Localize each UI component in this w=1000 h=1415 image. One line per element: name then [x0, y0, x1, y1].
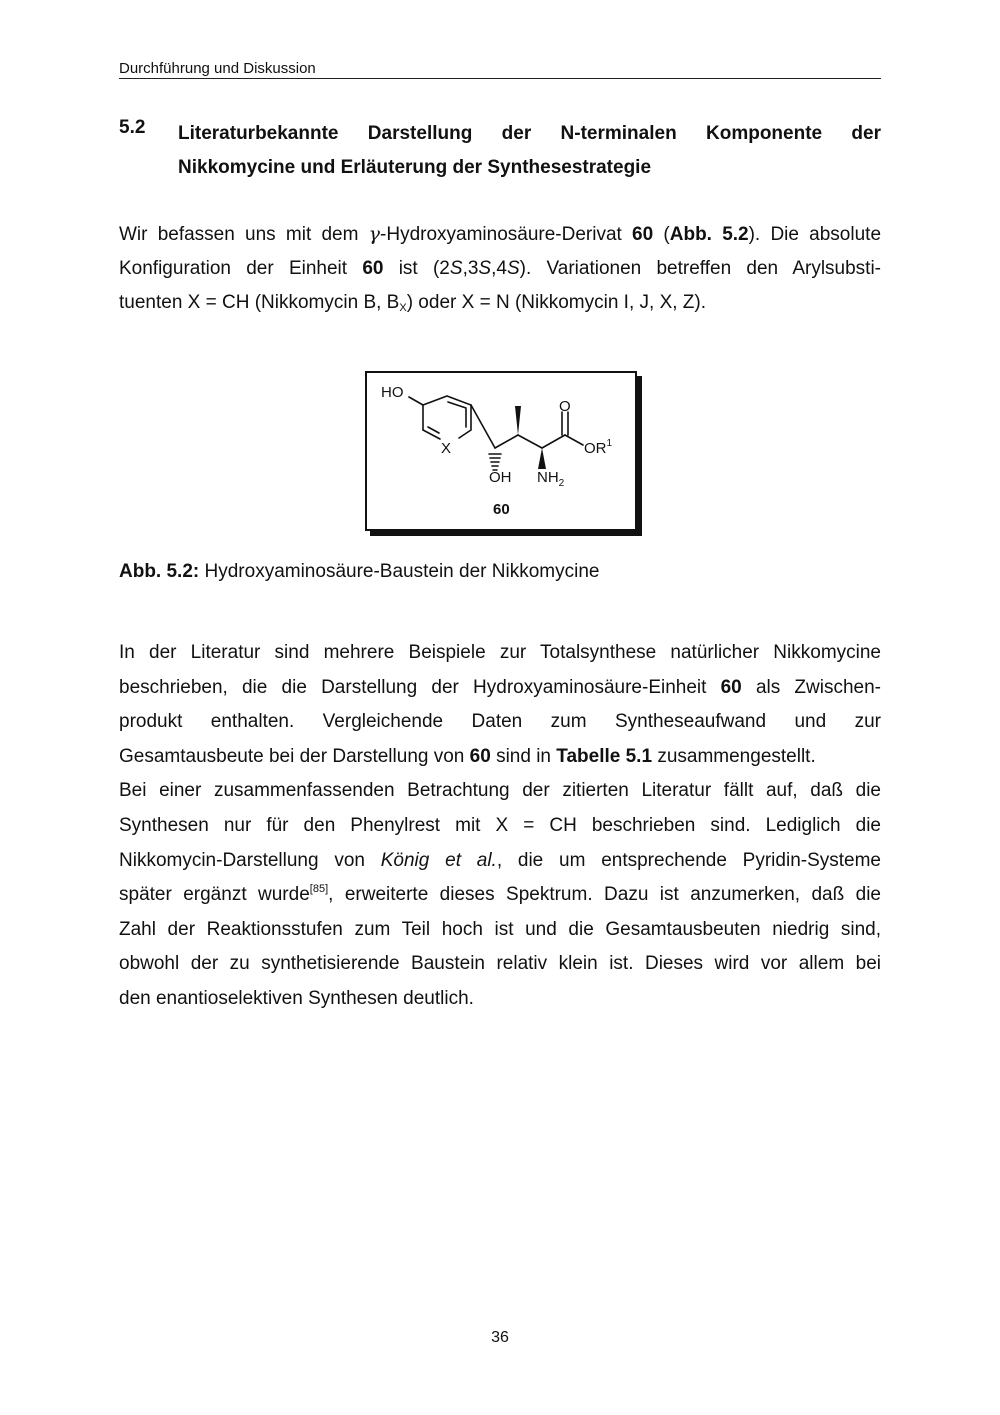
label-nh2: $NH_2$	[537, 469, 565, 489]
molecule-bonds	[409, 396, 583, 470]
paragraph-line: beschrieben, die die Darstellung der Hydroxyaminosäure-Einheit 60 als Zwischen-	[119, 676, 881, 698]
page-number: 36	[491, 1329, 509, 1346]
paragraph-line: den enantioselektiven Synthesen deutlich.	[119, 987, 474, 1009]
paragraph-line: später ergänzt wurde[85], erweiterte dieses Spektrum. Dazu ist anzumerken, daß die	[119, 883, 881, 906]
paragraph-literature	[119, 636, 881, 1017]
citation: [85]	[309, 883, 329, 896]
label-oh: OH	[489, 469, 512, 486]
caption-label: Abb. 5.2:	[119, 561, 200, 582]
figure-caption	[119, 560, 599, 584]
caption-text: Hydroxyaminosäure-Baustein der Nikkomycine	[199, 561, 600, 582]
paragraph-intro	[119, 217, 881, 321]
compound-ref: 60	[720, 676, 742, 698]
section-title: Literaturbekannte Darstellung der N-terminalen Komponente der Nikkomycine und Erläuterung der Synthesestrategie	[178, 123, 881, 178]
paragraph-line: obwohl der zu synthetisierende Baustein relativ klein ist. Dieses wird vor allem bei	[119, 953, 881, 975]
table-ref: Tabelle 5.1	[556, 745, 653, 767]
label-ho: HO	[381, 384, 404, 401]
paragraph-line: In der Literatur sind mehrere Beispiele zur Totalsynthese natürlicher Nikkomycine	[119, 642, 881, 663]
structure-drawing	[367, 373, 635, 529]
label-x: X	[441, 440, 452, 457]
structure-figure	[365, 371, 637, 531]
paragraph-line: Zahl der Reaktionsstufen zum Teil hoch ist und die Gesamtausbeuten niedrig sind,	[119, 918, 881, 940]
paragraph-line: Nikkomycin-Darstellung von König et al., die um entsprechende Pyridin-Systeme	[119, 849, 881, 871]
amino-wedge	[538, 448, 546, 469]
paragraph-line: Konfiguration der Einheit 60 ist (2S,3S,4S). Variationen betreffen den Arylsubsti-	[119, 257, 881, 279]
paragraph-line: tuenten X = CH (Nikkomycin B, $B_X$) oder X = N (Nikkomycin I, J, X, Z).	[119, 292, 707, 315]
paragraph-line: Synthesen nur für den Phenylrest mit X = CH beschrieben sind. Lediglich die	[119, 814, 881, 836]
label-or: $OR^1$	[584, 438, 613, 457]
paragraph-line: Wir befassen uns mit dem γ-Hydroxyaminosäure-Derivat 60 (Abb. 5.2). Die absolute	[119, 223, 882, 245]
section-number: 5.2	[119, 117, 146, 138]
methyl-wedge	[515, 406, 521, 435]
paragraph-line: Gesamtausbeute bei der Darstellung von 60 sind in Tabelle 5.1 zusammengestellt.	[119, 745, 816, 767]
compound-number: 60	[493, 501, 510, 518]
compound-ref: 60	[362, 257, 384, 279]
compound-ref: 60	[469, 745, 491, 767]
author-ref: König et al.	[380, 849, 497, 871]
paragraph-line: Bei einer zusammenfassenden Betrachtung der zitierten Literatur fällt auf, daß die	[119, 780, 881, 802]
compound-ref: 60	[632, 224, 654, 245]
paragraph-line: produkt enthalten. Vergleichende Daten zum Syntheseaufwand und zur	[119, 711, 881, 733]
figure-ref: Abb. 5.2	[669, 224, 749, 245]
running-header: Durchführung und Diskussion	[119, 59, 881, 79]
label-carbonyl-o: O	[559, 398, 571, 415]
